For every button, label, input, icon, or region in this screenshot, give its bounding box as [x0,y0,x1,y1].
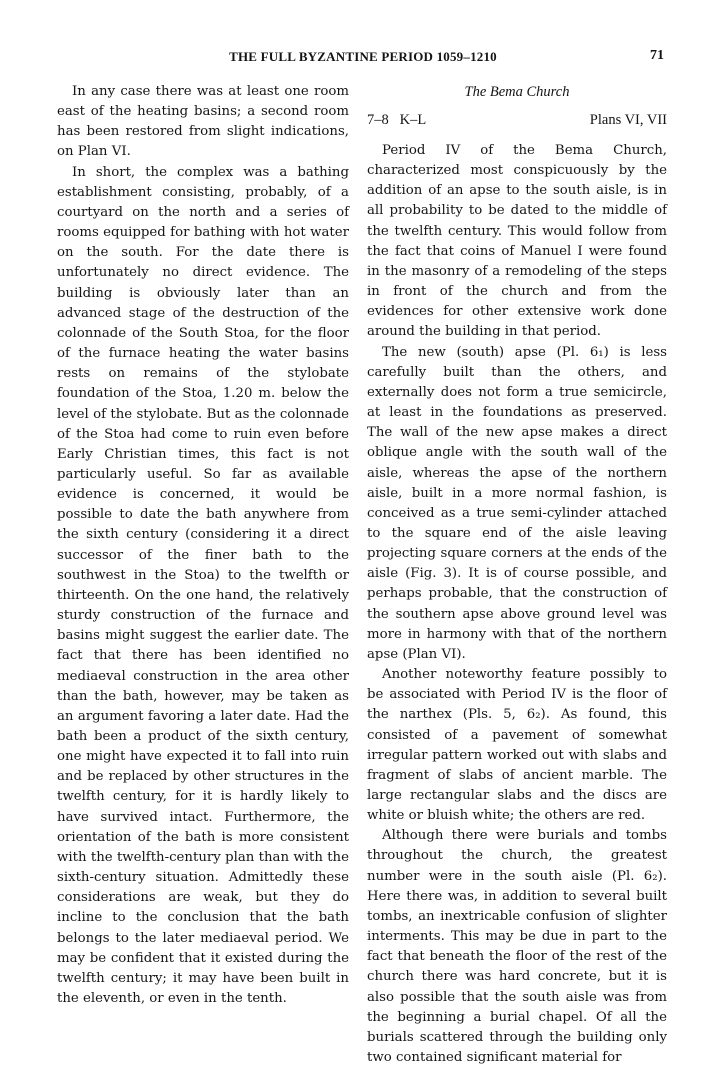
running-head [0,49,722,69]
page-number: 71 [650,48,664,63]
section-reference-line [367,110,667,130]
section-title: The Bema Church [464,84,570,100]
paragraph: Although there were burials and tombs throughout the church, the greatest number were in the south aisle (Pl. 6₂). Here there was, in addition to several built tombs, an inextricable confusion of slighter interments. This may be due in part to the fact that beneath the floor of the rest of the church there was hard concrete, but it is also possible that the south aisle was from the beginning a burial chapel. Of all the burials scattered through the building only two contained significant material for [367,828,667,1066]
grid-reference: 7–8 K–L [367,112,427,128]
running-head-title: THE FULL BYZANTINE PERIOD 1059–1210 [229,49,497,64]
paragraph: Period IV of the Bema Church, characterized most conspicuously by the addition of an apse to the south aisle, is in all probability to be dated to the middle of the twelfth century. This would follow from the fact that coins of Manuel I were found in the masonry of a remodeling of the steps in front of the church and from the evidences for other extensive work done around the building in that period. [367,143,667,340]
left-column [57,82,349,1009]
paragraph: The new (south) apse (Pl. 6₁) is less carefully built than the others, and externally does not form a true semicircle, at least in the foundations as preserved. The wall of the new apse makes a direct oblique angle with the south wall of the aisle, whereas the apse of the northern aisle, built in a more normal fashion, is conceived as a true semi-cylinder attached to the square end of the aisle leaving projecting square corners at the ends of the aisle (Fig. 3). It is of course possible, and perhaps probable, that the construction of the southern apse above ground level was more in harmony with that of the northern apse (Plan VI). [367,344,667,662]
right-column [367,82,667,1068]
paragraph: Another noteworthy feature possibly to be associated with Period IV is the floor of the narthex (Pls. 5, 6₂). As found, this consisted of a pavement of somewhat irregular pattern worked out with slabs and fragment of slabs of ancient marble. The large rectangular slabs and the discs are white or bluish white; the others are red. [367,667,667,824]
paragraph: In short, the complex was a bathing establishment consisting, probably, of a courtyard on the north and a series of rooms equipped for bathing with hot water on the south. For the date there is unfortunately no direct evidence. The building is obviously later than an advanced stage of the destruction of the colonnade of the South Stoa, for the floor of the furnace heating the water basins rests on remains of the stylobate foundation of the Stoa, 1.20 m. below the level of the stylobate. But as the colonnade of the Stoa had come to ruin even before Early Christian times, this fact is not particularly useful. So far as available evidence is concerned, it would be possible to date the bath anywhere from the sixth century (considering it a direct successor of the finer bath to the southwest in the Stoa) to the twelfth or thirteenth. On the one hand, the relatively sturdy construction of the furnace and basins might suggest the earlier date. The fact that there has been identified no mediaeval construction in the area other than the bath, however, may be taken as an argument favoring a later date. Had the bath been a product of the sixth century, one might have expected it to fall into ruin and be replaced by other structures in the twelfth century, for it is hardly likely to have survived intact. Furthermore, the orientation of the bath is more consistent with the twelfth-century plan than with the sixth-century situation. Admittedly these considerations are weak, but they do incline to the conclusion that the bath belongs to the later mediaeval period. We may be confident that it existed during the twelfth century; it may have been built in the eleventh, or even in the tenth. [57,164,349,1007]
paragraph: In any case there was at least one room east of the heating basins; a second room has been restored from slight indications, on Plan VI. [57,84,349,160]
plans-reference: Plans VI, VII [589,112,667,128]
